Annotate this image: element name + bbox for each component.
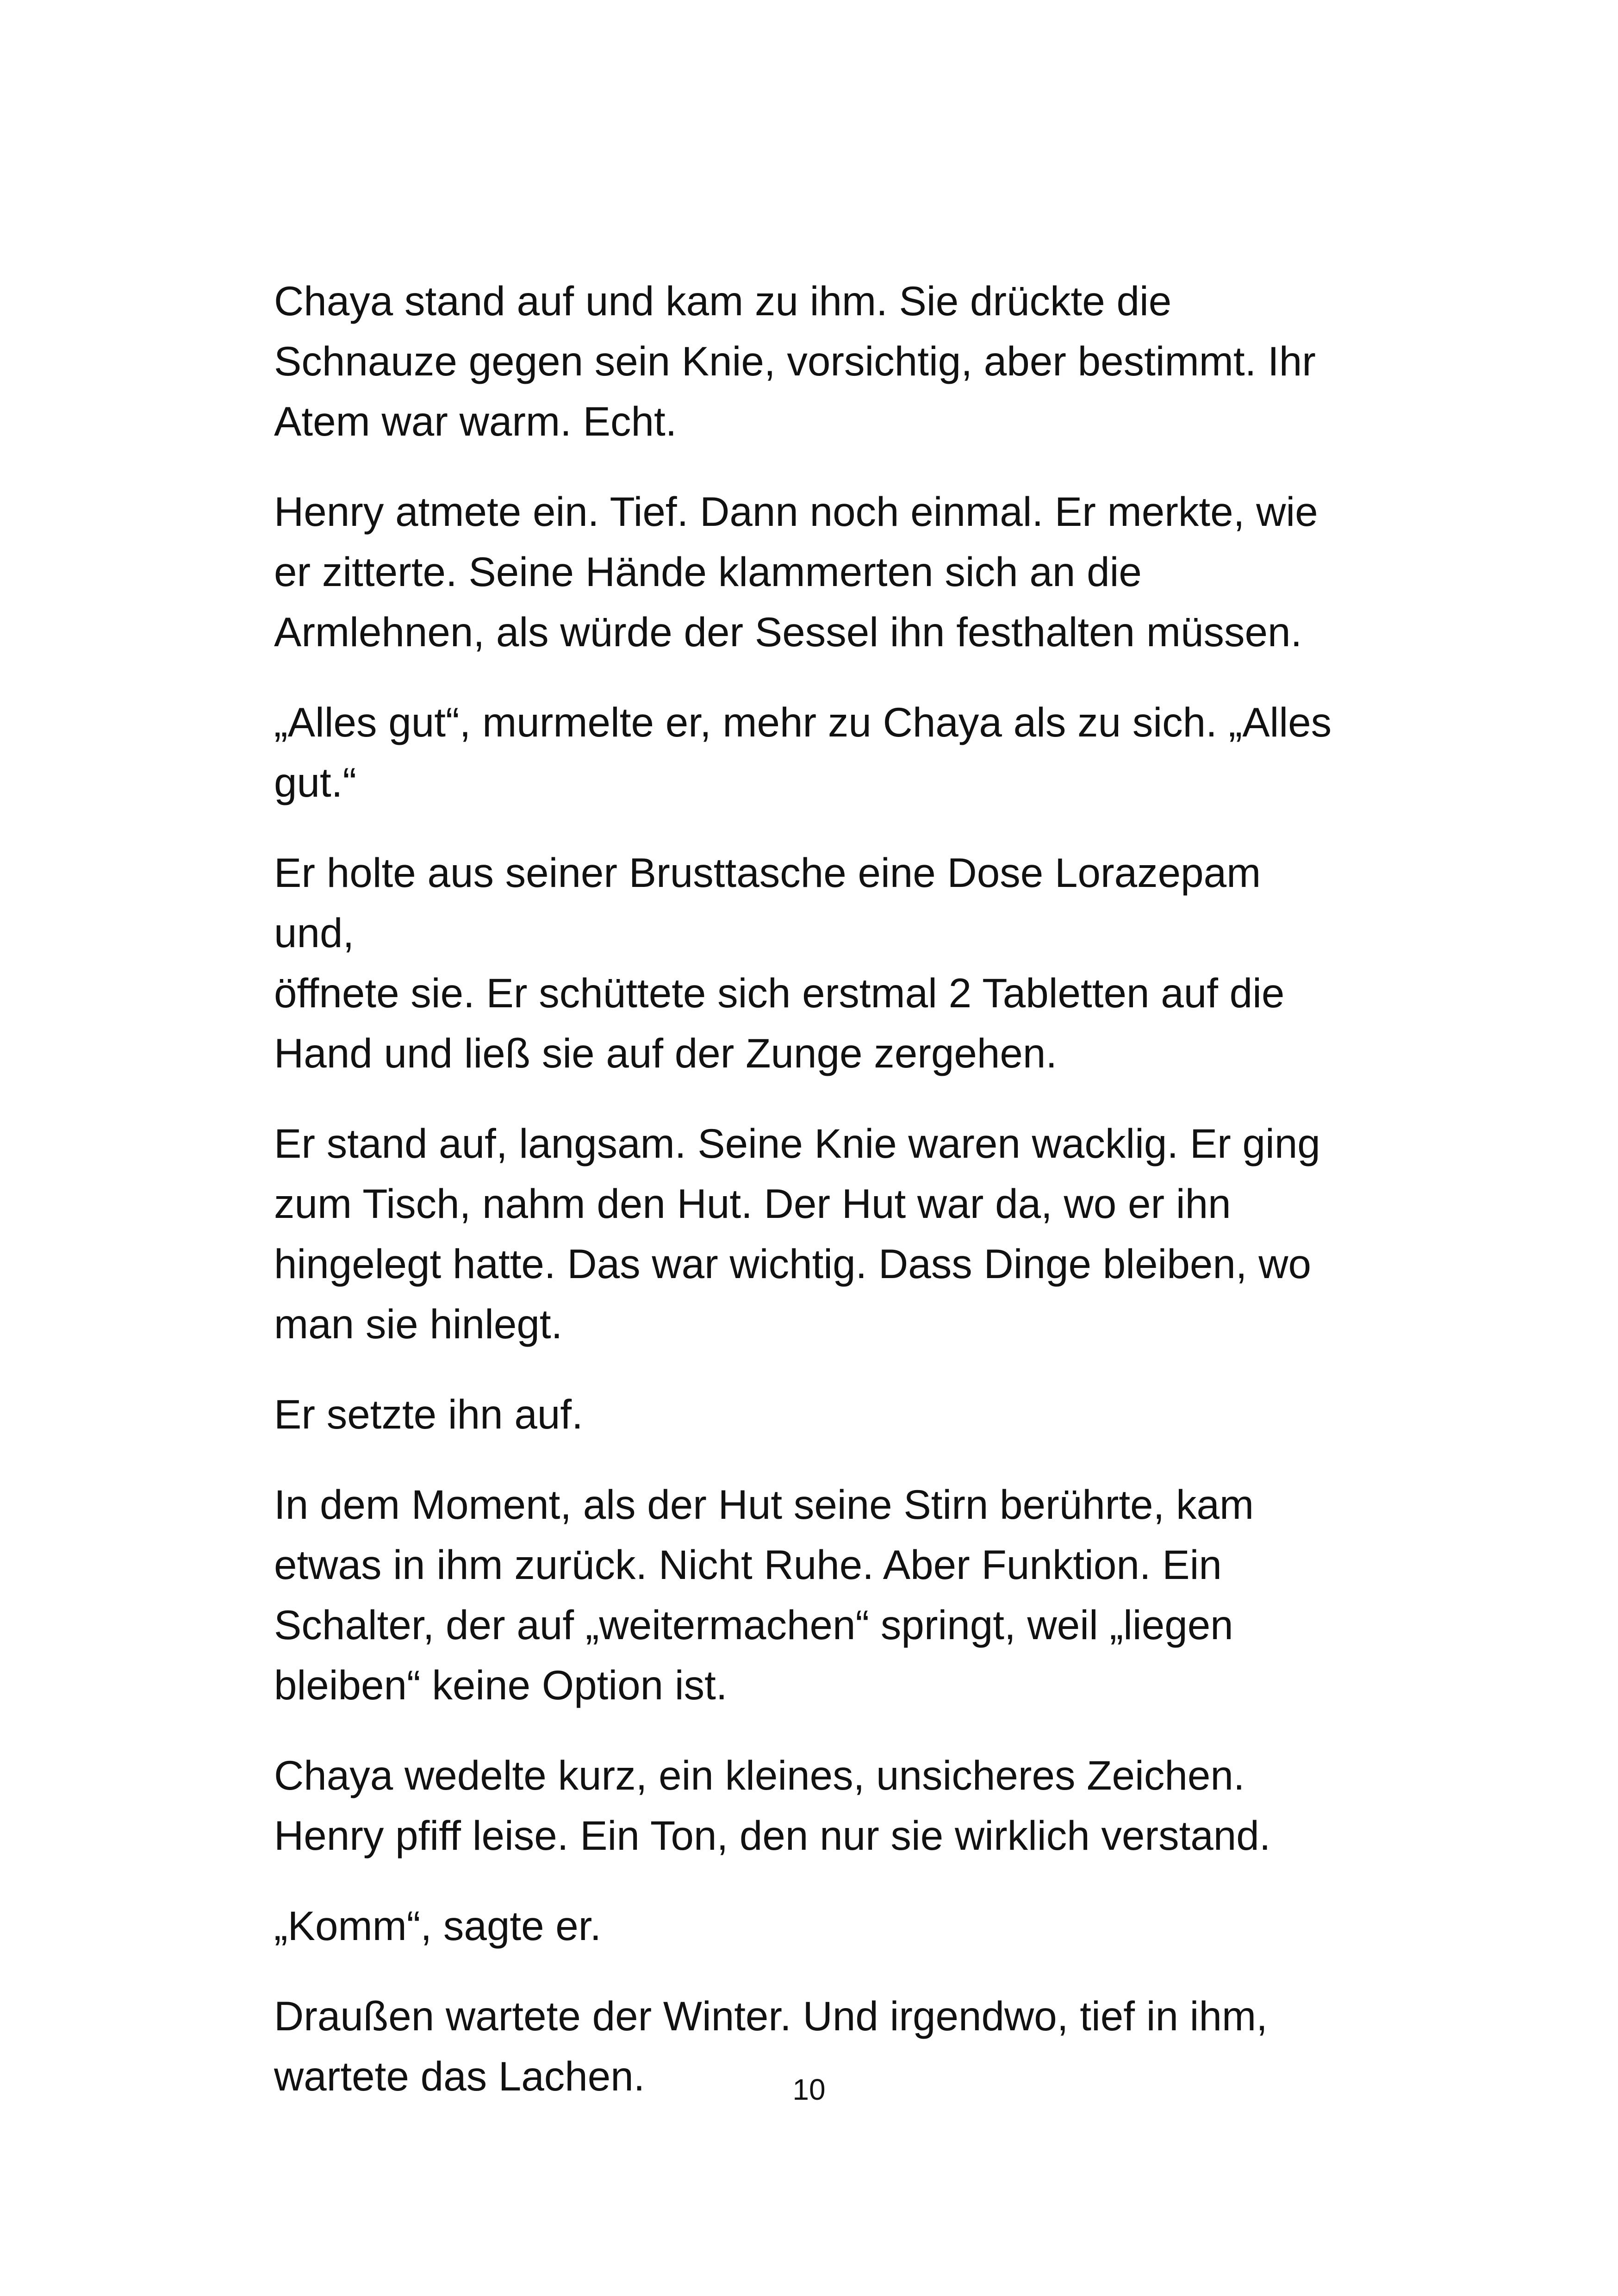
paragraph-6: Er setzte ihn auf. [274, 1391, 583, 1437]
paragraph-7: In dem Moment, als der Hut seine Stirn berührte, kam etwas in ihm zurück. Nicht Ruhe. Aber Funktion. Ein Schalter, der auf „weitermachen“ springt, weil „liegen bleiben“ keine Option ist. [274, 1481, 1254, 1708]
page-number: 10 [792, 2073, 826, 2106]
paragraph-9: „Komm“, sagte er. [274, 1903, 602, 1949]
paragraph-1: Chaya stand auf und kam zu ihm. Sie drückte die Schnauze gegen sein Knie, vorsichtig, aber bestimmt. Ihr Atem war warm. Echt. [274, 278, 1316, 444]
paragraph-5: Er stand auf, langsam. Seine Knie waren wacklig. Er ging zum Tisch, nahm den Hut. Der Hut war da, wo er ihn hingelegt hatte. Das war wichtig. Dass Dinge bleiben, wo man sie hinlegt. [274, 1120, 1320, 1347]
paragraph-8: Chaya wedelte kurz, ein kleines, unsicheres Zeichen. Henry pfiff leise. Ein Ton, den nur sie wirklich verstand. [274, 1752, 1271, 1859]
paragraph-3: „Alles gut“, murmelte er, mehr zu Chaya als zu sich. „Alles gut.“ [274, 699, 1332, 805]
paragraph-4: Er holte aus seiner Brusttasche eine Dose Lorazepam und, öffnete sie. Er schüttete sich erstmal 2 Tabletten auf die Hand und ließ sie auf der Zunge zergehen. [274, 849, 1285, 1076]
paragraph-2: Henry atmete ein. Tief. Dann noch einmal. Er merkte, wie er zitterte. Seine Hände klammerten sich an die Armlehnen, als würde der Sessel ihn festhalten müssen. [274, 488, 1318, 655]
body-text [274, 271, 1352, 2106]
paragraph-10: Draußen wartete der Winter. Und irgendwo, tief in ihm, wartete das Lachen. [274, 1993, 1268, 2099]
